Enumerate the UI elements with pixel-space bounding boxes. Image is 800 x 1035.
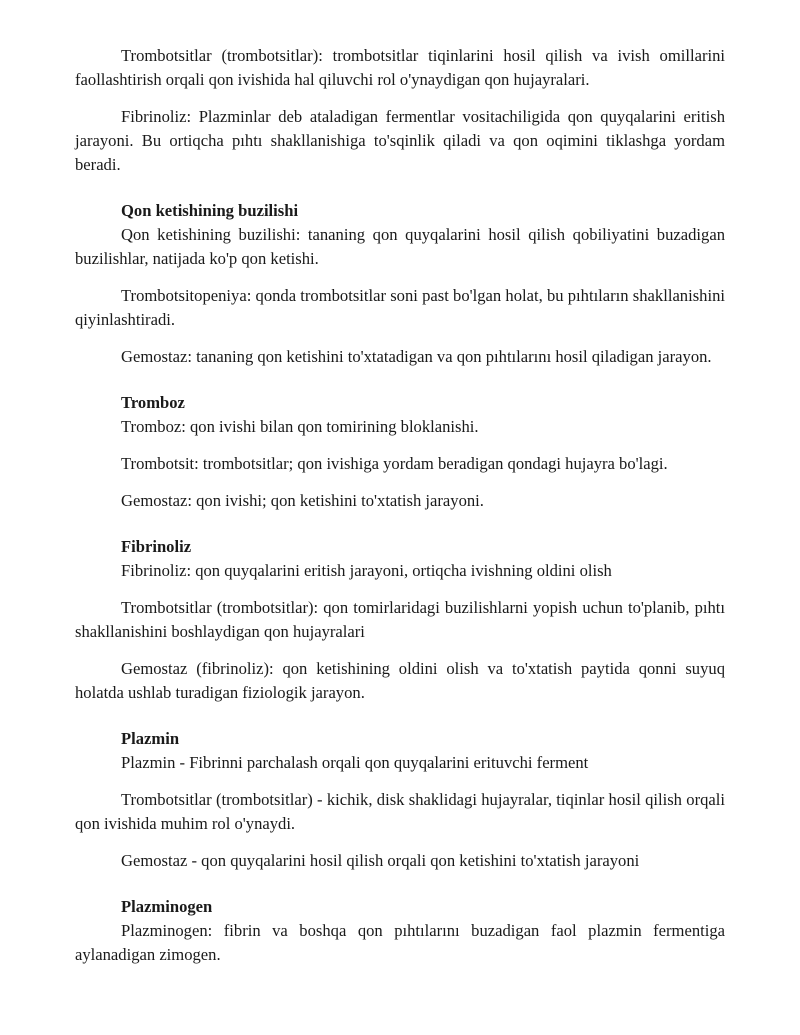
paragraph: Qon ketishining buzilishi: tananing qon quyqalarini hosil qilish qobiliyatini buzadigan buzilishlar, natijada ko'p qon ketishi. bbox=[75, 225, 725, 268]
section-plazmin bbox=[75, 727, 725, 873]
section-plazminogen bbox=[75, 895, 725, 967]
paragraph: Trombotsit: trombotsitlar; qon ivishiga yordam beradigan qondagi hujayra bo'lagi. bbox=[121, 454, 668, 473]
paragraph: Tromboz: qon ivishi bilan qon tomirining bloklanishi. bbox=[121, 417, 479, 436]
section-fibrinoliz bbox=[75, 535, 725, 705]
paragraph: Gemostaz: qon ivishi; qon ketishini to'xtatish jarayoni. bbox=[121, 491, 484, 510]
paragraph: Trombotsitopeniya: qonda trombotsitlar soni past bo'lgan holat, bu pıhtıların shakllanishini qiyinlashtiradi. bbox=[75, 286, 725, 329]
paragraph: Gemostaz (fibrinoliz): qon ketishining oldini olish va to'xtatish paytida qonni suyuq holatda ushlab turadigan fiziologik jarayon. bbox=[75, 659, 725, 702]
paragraph: Plazminogen: fibrin va boshqa qon pıhtılarını buzadigan faol plazmin fermentiga aylanadigan zimogen. bbox=[75, 921, 725, 964]
paragraph: Fibrinoliz: qon quyqalarini eritish jarayoni, ortiqcha ivishning oldini olish bbox=[121, 561, 612, 580]
paragraph: Gemostaz: tananing qon ketishini to'xtatadigan va qon pıhtılarını hosil qiladigan jarayon. bbox=[121, 347, 712, 366]
paragraph: Trombotsitlar (trombotsitlar) - kichik, disk shaklidagi hujayralar, tiqinlar hosil qilish orqali qon ivishida muhim rol o'ynaydi. bbox=[75, 790, 725, 833]
section-heading: Plazmin bbox=[121, 729, 180, 748]
section-heading: Fibrinoliz bbox=[121, 537, 192, 556]
section-heading: Plazminogen bbox=[121, 897, 213, 916]
section-tromboz bbox=[75, 391, 725, 513]
paragraph: Trombotsitlar (trombotsitlar): qon tomirlaridagi buzilishlarni yopish uchun to'planib, pıhtı shakllanishini boshlaydigan qon hujayralari bbox=[75, 598, 725, 641]
paragraph: Gemostaz - qon quyqalarini hosil qilish orqali qon ketishini to'xtatish jarayoni bbox=[121, 851, 640, 870]
section-heading: Tromboz bbox=[121, 393, 185, 412]
paragraph: Fibrinoliz: Plazminlar deb ataladigan fermentlar vositachiligida qon quyqalarini eritish jarayoni. Bu ortiqcha pıhtı shakllanishiga to'sqinlik qiladi va qon oqimini tiklashga yordam beradi. bbox=[75, 107, 725, 174]
section-heading: Qon ketishining buzilishi bbox=[121, 201, 299, 220]
section-qon-ketishining-buzilishi bbox=[75, 199, 725, 369]
section-intro bbox=[75, 44, 725, 177]
paragraph: Trombotsitlar (trombotsitlar): trombotsitlar tiqinlarini hosil qilish va ivish omillarini faollashtirish orqali qon ivishida hal qiluvchi rol o'ynaydigan qon hujayralari. bbox=[75, 46, 725, 89]
paragraph: Plazmin - Fibrinni parchalash orqali qon quyqalarini erituvchi ferment bbox=[121, 753, 589, 772]
